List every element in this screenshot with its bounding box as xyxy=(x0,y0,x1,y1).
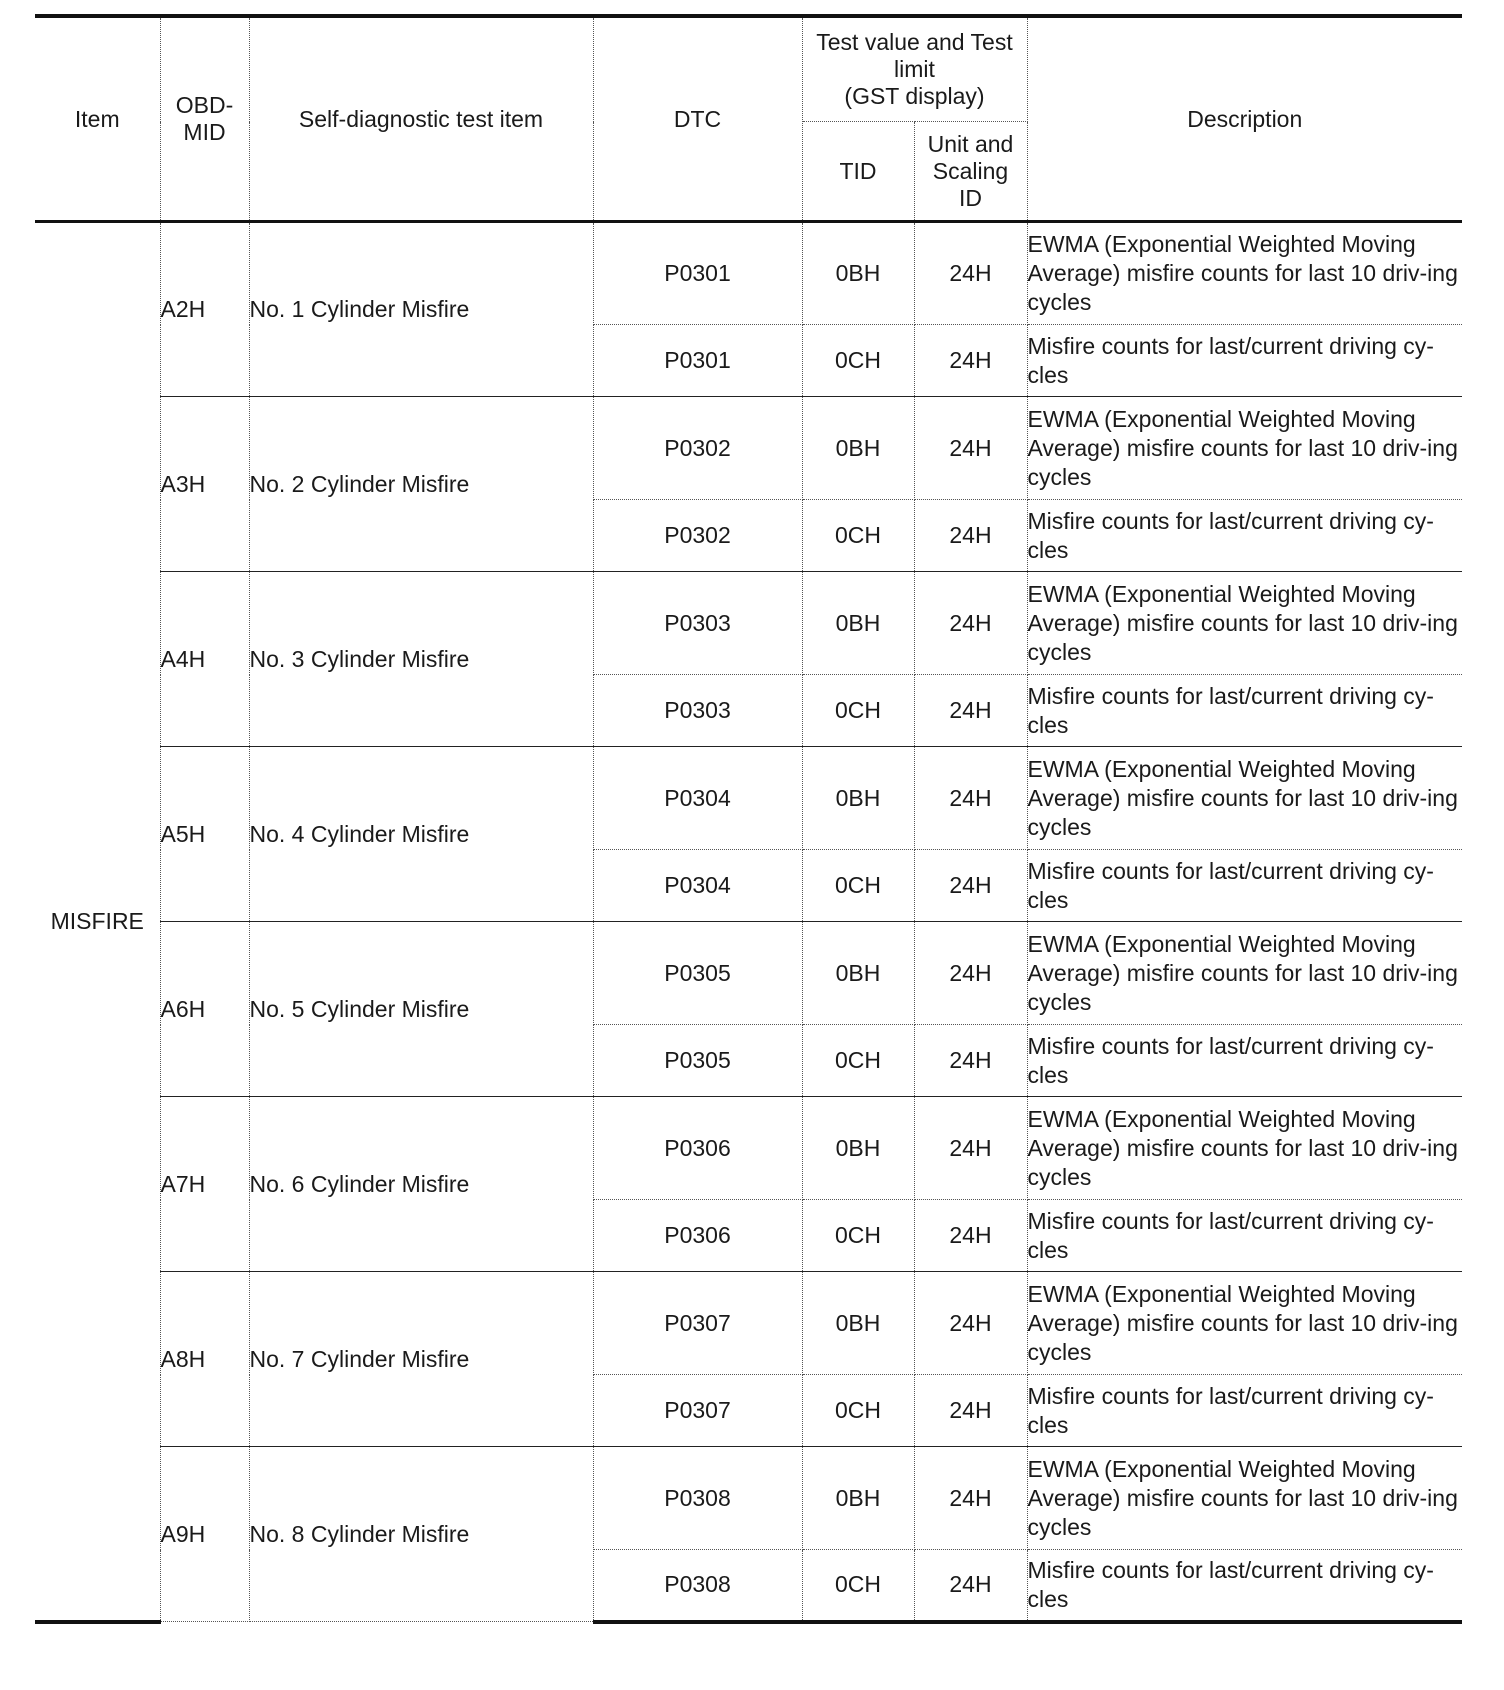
dtc-cell: P0308 xyxy=(593,1550,802,1622)
description-cell: Misfire counts for last/current driving cy-cles xyxy=(1027,325,1462,397)
dtc-cell: P0307 xyxy=(593,1375,802,1447)
dtc-cell: P0306 xyxy=(593,1097,802,1200)
description-cell: Misfire counts for last/current driving cy-cles xyxy=(1027,1550,1462,1622)
item-misfire: MISFIRE xyxy=(35,222,160,1622)
unit-scaling-cell: 24H xyxy=(914,572,1027,675)
dtc-cell: P0303 xyxy=(593,572,802,675)
tid-cell: 0CH xyxy=(802,850,914,922)
table-row xyxy=(35,1272,1462,1375)
table-row xyxy=(35,572,1462,675)
table-row xyxy=(35,397,1462,500)
unit-scaling-cell: 24H xyxy=(914,1375,1027,1447)
unit-scaling-cell: 24H xyxy=(914,1447,1027,1550)
description-cell: EWMA (Exponential Weighted Moving Average) misfire counts for last 10 driv-ing cycles xyxy=(1027,922,1462,1025)
tid-cell: 0BH xyxy=(802,1097,914,1200)
test-item-cell: No. 4 Cylinder Misfire xyxy=(249,747,593,922)
tid-cell: 0CH xyxy=(802,325,914,397)
tid-cell: 0BH xyxy=(802,397,914,500)
obd-mid-cell: A6H xyxy=(160,922,249,1097)
unit-scaling-cell: 24H xyxy=(914,222,1027,325)
dtc-cell: P0305 xyxy=(593,1025,802,1097)
test-item-cell: No. 6 Cylinder Misfire xyxy=(249,1097,593,1272)
tid-cell: 0BH xyxy=(802,922,914,1025)
test-item-cell: No. 8 Cylinder Misfire xyxy=(249,1447,593,1622)
header-test-value-limit xyxy=(802,16,1027,122)
tid-cell: 0BH xyxy=(802,747,914,850)
header-self-diagnostic-test-item: Self-diagnostic test item xyxy=(249,16,593,222)
unit-scaling-cell: 24H xyxy=(914,850,1027,922)
dtc-cell: P0307 xyxy=(593,1272,802,1375)
dtc-cell: P0302 xyxy=(593,397,802,500)
test-item-cell: No. 7 Cylinder Misfire xyxy=(249,1272,593,1447)
tid-cell: 0CH xyxy=(802,500,914,572)
obd-mid-cell: A4H xyxy=(160,572,249,747)
description-cell: Misfire counts for last/current driving cy-cles xyxy=(1027,1375,1462,1447)
tid-cell: 0CH xyxy=(802,1550,914,1622)
header-unit-scaling-id xyxy=(914,122,1027,222)
description-cell: Misfire counts for last/current driving cy-cles xyxy=(1027,500,1462,572)
obd-mid-cell: A3H xyxy=(160,397,249,572)
unit-scaling-cell: 24H xyxy=(914,1200,1027,1272)
header-description: Description xyxy=(1027,16,1462,222)
test-item-cell: No. 1 Cylinder Misfire xyxy=(249,222,593,397)
table-body xyxy=(35,222,1462,1622)
table-row xyxy=(35,922,1462,1025)
tid-cell: 0CH xyxy=(802,675,914,747)
unit-scaling-cell: 24H xyxy=(914,1550,1027,1622)
unit-scaling-cell: 24H xyxy=(914,500,1027,572)
test-item-cell: No. 2 Cylinder Misfire xyxy=(249,397,593,572)
dtc-cell: P0302 xyxy=(593,500,802,572)
unit-scaling-cell: 24H xyxy=(914,1025,1027,1097)
description-cell: Misfire counts for last/current driving cy-cles xyxy=(1027,850,1462,922)
dtc-cell: P0301 xyxy=(593,222,802,325)
tid-cell: 0BH xyxy=(802,1272,914,1375)
header-test-value-label: Test value and Test limit (GST display) xyxy=(816,29,1013,109)
obd-misfire-table xyxy=(35,14,1462,1624)
unit-scaling-cell: 24H xyxy=(914,747,1027,850)
dtc-cell: P0303 xyxy=(593,675,802,747)
description-cell: EWMA (Exponential Weighted Moving Average) misfire counts for last 10 driv-ing cycles xyxy=(1027,572,1462,675)
table-row xyxy=(35,747,1462,850)
unit-scaling-cell: 24H xyxy=(914,1097,1027,1200)
test-item-cell: No. 5 Cylinder Misfire xyxy=(249,922,593,1097)
header-obd-mid-label: OBD- MID xyxy=(175,92,234,145)
description-cell: Misfire counts for last/current driving cy-cles xyxy=(1027,1200,1462,1272)
unit-scaling-cell: 24H xyxy=(914,922,1027,1025)
description-cell: Misfire counts for last/current driving cy-cles xyxy=(1027,1025,1462,1097)
test-item-cell: No. 3 Cylinder Misfire xyxy=(249,572,593,747)
header-item: Item xyxy=(35,16,160,222)
unit-scaling-cell: 24H xyxy=(914,325,1027,397)
dtc-cell: P0308 xyxy=(593,1447,802,1550)
description-cell: Misfire counts for last/current driving cy-cles xyxy=(1027,675,1462,747)
unit-scaling-cell: 24H xyxy=(914,397,1027,500)
description-cell: EWMA (Exponential Weighted Moving Average) misfire counts for last 10 driv-ing cycles xyxy=(1027,1272,1462,1375)
obd-mid-cell: A7H xyxy=(160,1097,249,1272)
obd-mid-cell: A5H xyxy=(160,747,249,922)
tid-cell: 0BH xyxy=(802,572,914,675)
tid-cell: 0BH xyxy=(802,222,914,325)
dtc-cell: P0305 xyxy=(593,922,802,1025)
table-row xyxy=(35,222,1462,325)
header-dtc: DTC xyxy=(593,16,802,222)
description-cell: EWMA (Exponential Weighted Moving Average) misfire counts for last 10 driv-ing cycles xyxy=(1027,397,1462,500)
tid-cell: 0BH xyxy=(802,1447,914,1550)
unit-scaling-cell: 24H xyxy=(914,675,1027,747)
header-unit-scaling-label: Unit and Scaling ID xyxy=(927,130,1014,211)
description-cell: EWMA (Exponential Weighted Moving Average) misfire counts for last 10 driv-ing cycles xyxy=(1027,1097,1462,1200)
description-cell: EWMA (Exponential Weighted Moving Average) misfire counts for last 10 driv-ing cycles xyxy=(1027,747,1462,850)
tid-cell: 0CH xyxy=(802,1025,914,1097)
dtc-cell: P0304 xyxy=(593,850,802,922)
table-row xyxy=(35,1447,1462,1550)
description-cell: EWMA (Exponential Weighted Moving Average) misfire counts for last 10 driv-ing cycles xyxy=(1027,1447,1462,1550)
tid-cell: 0CH xyxy=(802,1375,914,1447)
header-obd-mid xyxy=(160,16,249,222)
description-cell: EWMA (Exponential Weighted Moving Average) misfire counts for last 10 driv-ing cycles xyxy=(1027,222,1462,325)
dtc-cell: P0306 xyxy=(593,1200,802,1272)
obd-mid-cell: A8H xyxy=(160,1272,249,1447)
unit-scaling-cell: 24H xyxy=(914,1272,1027,1375)
table-row xyxy=(35,1097,1462,1200)
tid-cell: 0CH xyxy=(802,1200,914,1272)
obd-mid-cell: A2H xyxy=(160,222,249,397)
obd-mid-cell: A9H xyxy=(160,1447,249,1622)
dtc-cell: P0301 xyxy=(593,325,802,397)
dtc-cell: P0304 xyxy=(593,747,802,850)
header-tid: TID xyxy=(802,122,914,222)
